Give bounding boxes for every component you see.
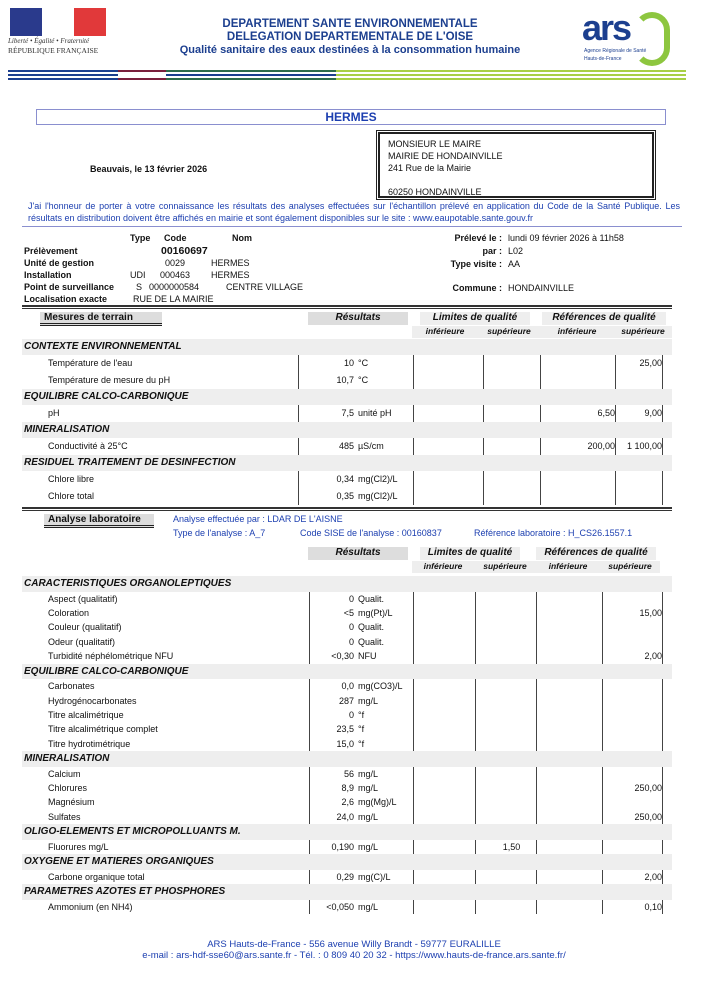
ref-inf: 6,50 (597, 408, 615, 418)
rf-motto: Liberté • Égalité • Fraternité (8, 37, 90, 45)
result-unit: mg/L (358, 901, 379, 912)
rf-name: RÉPUBLIQUE FRANÇAISE (8, 46, 99, 55)
table-row (22, 372, 672, 389)
col-ref-inf: inférieure (536, 561, 600, 573)
col-lim-sup: supérieure (474, 561, 536, 573)
result-unit: Qualit. (358, 636, 385, 647)
table-row (22, 840, 672, 854)
result-unit: mg/L (358, 768, 379, 779)
parameter-name: Turbidité néphélométrique NFU (48, 651, 174, 662)
result-value: 485 (338, 441, 354, 451)
parameter-name: Couleur (qualitatif) (48, 622, 122, 633)
footer-address: ARS Hauts-de-France - 556 avenue Willy Brandt - 59777 EURALILLE (207, 939, 501, 950)
labo-par: Analyse effectuée par : LDAR DE L'AISNE (173, 514, 343, 524)
result-value: 0,29 (336, 871, 354, 882)
result-value: 10,7 (336, 375, 354, 385)
result-value: 15,0 (336, 738, 354, 749)
parameter-name: Chlore total (48, 491, 95, 501)
col-code: Code (164, 233, 187, 243)
col-references: Références de qualité (536, 547, 656, 560)
result-unit: mg(Pt)/L (358, 607, 393, 618)
loc-value: RUE DE LA MAIRIE (133, 294, 214, 304)
result-unit: Qualit. (358, 622, 385, 633)
parameter-name: Fluorures mg/L (48, 841, 109, 852)
section-header: MINERALISATION (22, 751, 672, 767)
parameter-name: pH (48, 408, 60, 418)
ref-sup: 0,10 (644, 901, 662, 912)
parameter-name: Odeur (qualitatif) (48, 636, 116, 647)
parameter-name: Chlore libre (48, 474, 95, 484)
parameter-name: Calcium (48, 768, 81, 779)
result-unit: mg/L (358, 811, 379, 822)
ref-sup: 9,00 (644, 408, 662, 418)
parameter-name: Ammonium (en NH4) (48, 901, 133, 912)
section-header: EQUILIBRE CALCO-CARBONIQUE (22, 664, 672, 680)
header-line-1: DEPARTEMENT SANTE ENVIRONNEMENTALE (222, 18, 478, 30)
result-value: 7,5 (341, 408, 354, 418)
labo-sise: Code SISE de l'analyse : 00160837 (300, 528, 442, 538)
result-value: 23,5 (336, 724, 354, 735)
result-unit: mg(Cl2)/L (358, 491, 398, 501)
result-unit: µS/cm (358, 441, 384, 451)
result-value: 0,34 (336, 474, 354, 484)
result-value: 8,9 (341, 783, 354, 794)
result-value: 287 (338, 695, 354, 706)
visite-value: AA (508, 259, 521, 269)
result-value: <0,050 (326, 901, 354, 912)
result-unit: °f (358, 724, 365, 735)
parameter-name: Sulfates (48, 811, 81, 822)
commune-value: HONDAINVILLE (508, 283, 575, 293)
prelevement-label: Prélèvement (24, 246, 78, 256)
ref-sup: 25,00 (639, 358, 662, 368)
col-ref-sup: supérieure (614, 326, 672, 338)
unite-nom: HERMES (211, 258, 250, 268)
section-header: RESIDUEL TRAITEMENT DE DESINFECTION (22, 455, 672, 471)
result-unit: NFU (358, 651, 377, 662)
col-type: Type (130, 233, 151, 243)
parameter-name: Coloration (48, 607, 90, 618)
install-label: Installation (24, 270, 72, 280)
section-header: CONTEXTE ENVIRONNEMENTAL (22, 339, 672, 355)
labo-title: Analyse laboratoire (44, 514, 154, 528)
result-value: 10 (343, 358, 354, 368)
table-row (22, 355, 672, 372)
table-row (22, 679, 672, 693)
table-row (22, 606, 672, 620)
result-value: 0 (348, 636, 354, 647)
labo-ref: Référence laboratoire : H_CS26.1557.1 (474, 528, 633, 538)
commune-label: Commune : (452, 283, 502, 293)
preleve-label: Prélevé le : (454, 233, 502, 243)
result-value: 2,6 (341, 797, 354, 808)
install-code: 000463 (160, 270, 191, 280)
table-row (22, 900, 672, 914)
table-row (22, 592, 672, 606)
footer-contact: e-mail : ars-hdf-sse60@ars.sante.fr - Tél. : 0 809 40 20 32 - https://www.hauts-de-france.ars.sante.fr/ (142, 950, 566, 961)
divider (22, 305, 672, 309)
parameter-name: Température de mesure du pH (48, 375, 171, 385)
ref-sup: 2,00 (644, 651, 662, 662)
parameter-name: Carbonates (48, 681, 95, 692)
republique-francaise-logo (8, 8, 108, 56)
parameter-name: Carbone organique total (48, 871, 145, 882)
table-row (22, 438, 672, 455)
table-row (22, 795, 672, 809)
ref-sup: 2,00 (644, 871, 662, 882)
visite-label: Type visite : (450, 259, 502, 269)
col-limites: Limites de qualité (420, 312, 530, 325)
result-value: 0,190 (331, 841, 354, 852)
point-type: S (136, 282, 143, 292)
result-value: <5 (343, 607, 354, 618)
parameter-name: Hydrogénocarbonates (48, 695, 137, 706)
result-value: 0 (348, 622, 354, 633)
table-row (22, 471, 672, 488)
point-nom: CENTRE VILLAGE (226, 282, 304, 292)
limit-sup: 1,50 (502, 841, 521, 852)
result-value: 0,35 (336, 491, 354, 501)
parameter-name: Conductivité à 25°C (48, 441, 128, 451)
divider (22, 507, 672, 511)
par-value: L02 (508, 246, 524, 256)
section-header: PARAMETRES AZOTES ET PHOSPHORES (22, 884, 672, 900)
result-unit: °C (358, 358, 369, 368)
parameter-name: Aspect (qualitatif) (48, 593, 118, 604)
section-header: EQUILIBRE CALCO-CARBONIQUE (22, 389, 672, 405)
address-box: MONSIEUR LE MAIRE MAIRIE DE HONDAINVILLE 241 Rue de la Mairie 60250 HONDAINVILLE (378, 132, 654, 198)
table-row (22, 649, 672, 663)
install-type: UDI (130, 270, 146, 280)
table-row (22, 405, 672, 422)
par-label: par : (482, 246, 502, 256)
result-unit: °f (358, 709, 365, 720)
point-label: Point de surveillance (24, 282, 115, 292)
col-lim-sup: supérieure (478, 326, 540, 338)
result-unit: Qualit. (358, 593, 385, 604)
result-unit: mg/L (358, 841, 379, 852)
col-ref-sup: supérieure (600, 561, 660, 573)
result-value: 24,0 (336, 811, 354, 822)
result-unit: mg(Mg)/L (358, 797, 397, 808)
loc-label: Localisation exacte (24, 294, 108, 304)
result-value: 0 (348, 593, 354, 604)
result-unit: °C (358, 375, 369, 385)
col-resultats: Résultats (308, 312, 408, 325)
ref-inf: 200,00 (587, 441, 615, 451)
terrain-table (22, 339, 672, 505)
parameter-name: Titre alcalimétrique (48, 709, 124, 720)
col-resultats: Résultats (308, 547, 408, 560)
install-nom: HERMES (211, 270, 250, 280)
ref-sup: 15,00 (639, 607, 662, 618)
table-row (22, 635, 672, 649)
table-row (22, 870, 672, 884)
result-value: 0,0 (341, 681, 354, 692)
point-code: 0000000584 (149, 282, 200, 292)
intro-text: J'ai l'honneur de porter à votre connaissance les résultats des analyses effectuées sur l'échantillon prélevé en application du Code de la Santé Publique. Les résultats en distribution doivent être affichés en mairie et sont également disponibles sur le site : www.eaupotable.sante.gouv.fr (28, 201, 680, 223)
place-date: Beauvais, le 13 février 2026 (90, 164, 208, 174)
result-unit: mg/L (358, 695, 379, 706)
prelevement-code: 00160697 (161, 245, 208, 257)
ars-logo: ars Agence Régionale de Santé Hauts-de-France (582, 10, 682, 68)
section-header: OLIGO-ELEMENTS ET MICROPOLLUANTS M. (22, 824, 672, 840)
header-line-3: Qualité sanitaire des eaux destinées à la consommation humaine (179, 44, 521, 56)
terrain-title: Mesures de terrain (40, 312, 162, 326)
result-unit: mg(CO3)/L (358, 681, 403, 692)
table-row (22, 781, 672, 795)
col-limites: Limites de qualité (420, 547, 520, 560)
parameter-name: Titre alcalimétrique complet (48, 724, 158, 735)
col-nom: Nom (232, 233, 252, 243)
parameter-name: Magnésium (48, 797, 95, 808)
parameter-name: Température de l'eau (48, 358, 133, 368)
result-unit: °f (358, 738, 365, 749)
labo-type: Type de l'analyse : A_7 (173, 528, 266, 538)
ref-sup: 1 100,00 (626, 441, 662, 451)
table-row (22, 488, 672, 505)
result-unit: mg/L (358, 783, 379, 794)
labo-table (22, 576, 672, 914)
parameter-name: Chlorures (48, 783, 88, 794)
unite-label: Unité de gestion (24, 258, 95, 268)
result-value: <0,30 (331, 651, 354, 662)
preleve-value: lundi 09 février 2026 à 11h58 (508, 233, 624, 243)
ref-sup: 250,00 (634, 811, 662, 822)
header-line-2: DELEGATION DEPARTEMENTALE DE L'OISE (226, 31, 474, 43)
table-row (22, 620, 672, 634)
result-unit: mg(Cl2)/L (358, 474, 398, 484)
result-value: 56 (343, 768, 354, 779)
table-row (22, 737, 672, 751)
section-header: MINERALISATION (22, 422, 672, 438)
parameter-name: Titre hydrotimétrique (48, 738, 131, 749)
result-unit: mg(C)/L (358, 871, 391, 882)
ref-sup: 250,00 (634, 783, 662, 794)
table-row (22, 722, 672, 736)
section-header: OXYGENE ET MATIERES ORGANIQUES (22, 854, 672, 870)
result-value: 0 (348, 709, 354, 720)
section-header: CARACTERISTIQUES ORGANOLEPTIQUES (22, 576, 672, 592)
table-row (22, 810, 672, 824)
table-row (22, 767, 672, 781)
col-lim-inf: inférieure (412, 326, 478, 338)
table-row (22, 694, 672, 708)
unite-code: 0029 (165, 258, 186, 268)
col-lim-inf: inférieure (412, 561, 474, 573)
table-row (22, 708, 672, 722)
col-ref-inf: inférieure (540, 326, 614, 338)
result-unit: unité pH (358, 408, 392, 418)
col-references: Références de qualité (542, 312, 666, 325)
commune-title: HERMES (36, 109, 666, 125)
